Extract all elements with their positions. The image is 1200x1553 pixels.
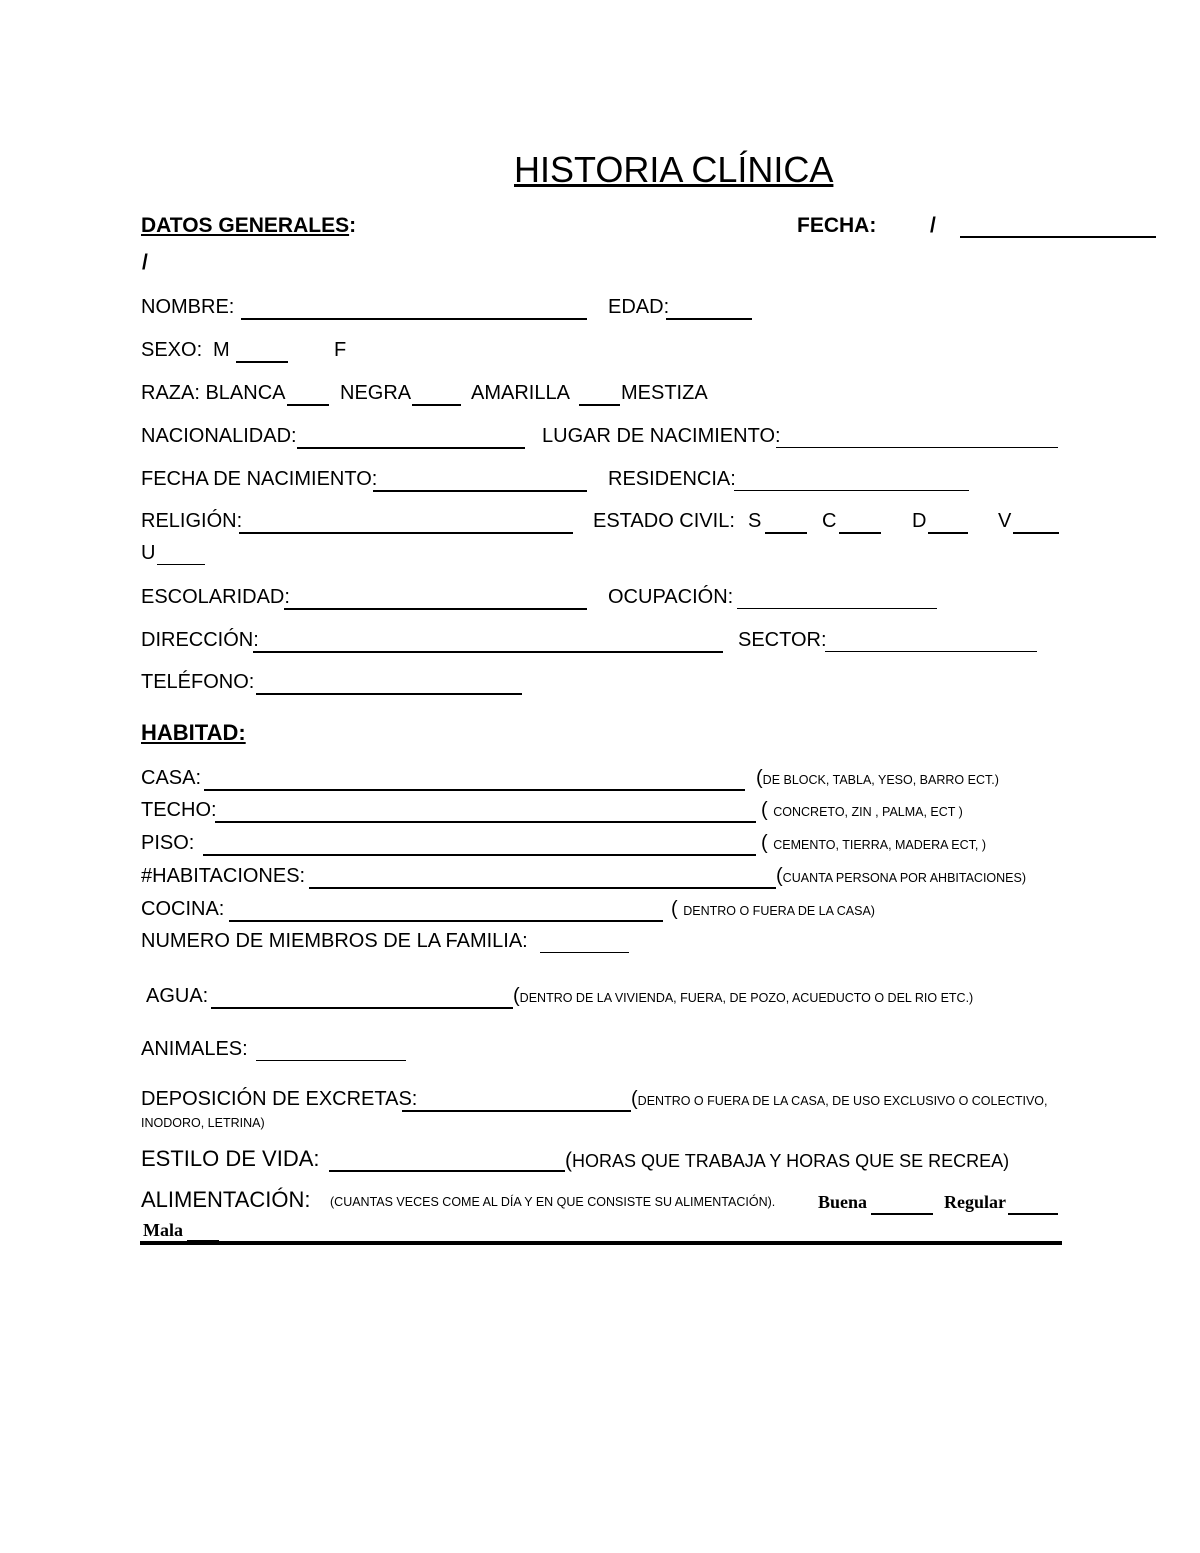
page-title: HISTORIA CLÍNICA [514,149,834,190]
telefono-label: TELÉFONO: [141,671,255,693]
excretas-note: (DENTRO O FUERA DE LA CASA, DE USO EXCLUSIVO O COLECTIVO, [631,1088,1048,1110]
techo-field[interactable] [215,803,756,827]
fecha-label: FECHA: [797,214,877,237]
nacionalidad-field[interactable] [297,429,525,453]
cocina-note: ( DENTRO O FUERA DE LA CASA) [671,898,875,920]
cocina-field[interactable] [229,902,663,926]
estilo-vida-label: ESTILO DE VIDA: [141,1146,320,1171]
miembros-field[interactable] [540,934,629,957]
ec-u-label: U [141,542,156,564]
fecha-nacimiento-field[interactable] [373,472,587,496]
ec-d-label: D [912,510,927,532]
edad-field[interactable] [666,300,752,324]
ec-d-field[interactable] [928,514,968,538]
residencia-label: RESIDENCIA: [608,468,736,490]
sexo-m-label: M [213,339,230,361]
nacionalidad-label: NACIONALIDAD: [141,425,297,447]
ec-u-field[interactable] [157,546,205,569]
escolaridad-field[interactable] [284,590,587,614]
raza-blanca-field[interactable] [287,386,329,410]
ocupacion-field[interactable] [737,590,937,613]
piso-field[interactable] [203,836,756,860]
habitaciones-label: #HABITACIONES: [141,865,306,887]
raza-amarilla-field[interactable] [579,386,620,410]
raza-negra-label: NEGRA [340,382,412,404]
agua-label: AGUA: [146,985,209,1007]
sector-field[interactable] [825,633,1037,656]
alimentacion-label: ALIMENTACIÓN: [141,1187,311,1212]
ec-v-label: V [998,510,1012,532]
nombre-field[interactable] [241,300,587,324]
animales-field[interactable] [256,1042,406,1065]
regular-label: Regular [944,1192,1006,1212]
piso-note: ( CEMENTO, TIERRA, MADERA ECT, ) [761,832,986,854]
escolaridad-label: ESCOLARIDAD: [141,586,290,608]
bottom-rule [140,1241,1062,1245]
datos-generales-heading: DATOS GENERALES: [141,214,357,237]
telefono-field[interactable] [256,675,522,699]
direccion-label: DIRECCIÓN: [141,629,259,651]
direccion-field[interactable] [253,633,723,657]
ocupacion-label: OCUPACIÓN: [608,586,734,608]
fecha-field[interactable] [960,218,1156,242]
excretas-label: DEPOSICIÓN DE EXCRETAS: [141,1088,418,1110]
lugar-nacimiento-field[interactable] [776,429,1058,452]
casa-label: CASA: [141,767,202,789]
raza-negra-field[interactable] [412,386,461,410]
raza-mestiza-label: MESTIZA [621,382,708,404]
excretas-note-continued: INODORO, LETRINA) [141,1116,265,1130]
sexo-m-field[interactable] [236,343,288,367]
fecha-slash-1: / [930,214,936,237]
habitad-heading: HABITAD: [141,720,246,745]
fecha-slash-2: / [142,251,148,274]
residencia-field[interactable] [734,472,969,495]
estado-civil-label: ESTADO CIVIL: [593,510,735,532]
religion-field[interactable] [239,514,573,538]
excretas-field[interactable] [402,1092,631,1116]
ec-c-label: C [822,510,837,532]
techo-label: TECHO: [141,799,217,821]
raza-label: RAZA: BLANCA [141,382,286,404]
estilo-vida-field[interactable] [329,1152,565,1176]
habitaciones-field[interactable] [309,869,776,893]
sexo-label: SEXO: [141,339,203,361]
buena-label: Buena [818,1192,868,1212]
agua-note: (DENTRO DE LA VIVIENDA, FUERA, DE POZO, ACUEDUCTO O DEL RIO ETC.) [513,985,974,1007]
ec-s-field[interactable] [765,514,807,538]
miembros-label: NUMERO DE MIEMBROS DE LA FAMILIA: [141,930,528,952]
mala-label: Mala [143,1220,183,1240]
casa-note: (DE BLOCK, TABLA, YESO, BARRO ECT.) [756,767,999,789]
buena-field[interactable] [871,1195,933,1219]
lugar-nacimiento-label: LUGAR DE NACIMIENTO: [542,425,781,447]
ec-s-label: S [748,510,762,532]
techo-note: ( CONCRETO, ZIN , PALMA, ECT ) [761,799,963,821]
sector-label: SECTOR: [738,629,827,651]
alimentacion-note: (CUANTAS VECES COME AL DÍA Y EN QUE CONSISTE SU ALIMENTACIÓN). [330,1195,776,1209]
ec-c-field[interactable] [839,514,881,538]
cocina-label: COCINA: [141,898,225,920]
edad-label: EDAD: [608,296,670,318]
raza-amarilla-label: AMARILLA [471,382,570,404]
habitaciones-note: (CUANTA PERSONA POR AHBITACIONES) [776,865,1027,887]
estilo-vida-note: (HORAS QUE TRABAJA Y HORAS QUE SE RECREA) [565,1149,1010,1172]
regular-field[interactable] [1008,1195,1058,1219]
ec-v-field[interactable] [1013,514,1059,538]
piso-label: PISO: [141,832,195,854]
casa-field[interactable] [204,771,745,795]
animales-label: ANIMALES: [141,1038,248,1060]
religion-label: RELIGIÓN: [141,510,243,532]
fecha-nacimiento-label: FECHA DE NACIMIENTO: [141,468,378,490]
agua-field[interactable] [211,989,513,1013]
nombre-label: NOMBRE: [141,296,235,318]
sexo-f-label: F [334,339,347,361]
